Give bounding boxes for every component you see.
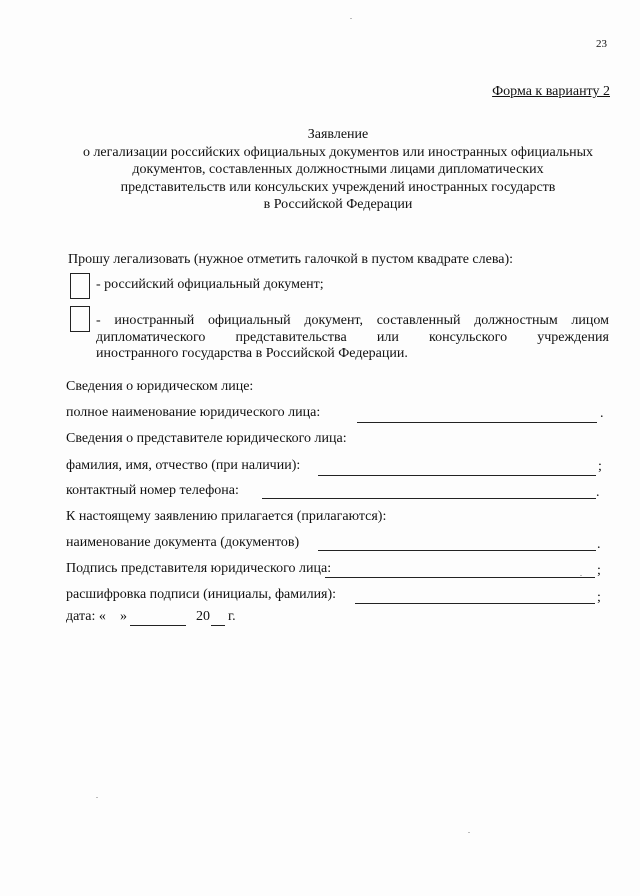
doc-name-field[interactable]: [318, 536, 596, 551]
scan-artifact: [350, 18, 352, 19]
option-word: дипломатического: [96, 330, 206, 345]
option-foreign-line-3: иностранного государства в Российской Федерации.: [96, 346, 408, 361]
checkbox-russian-document[interactable]: [70, 273, 90, 299]
date-label: дата: «: [66, 609, 106, 624]
signature-field[interactable]: [325, 563, 595, 578]
scan-artifact: [580, 575, 582, 576]
date-year-prefix: 20: [196, 609, 210, 624]
fio-label: фамилия, имя, отчество (при наличии):: [66, 458, 301, 473]
date-month-field[interactable]: [130, 611, 186, 626]
option-word: учреждения: [537, 330, 609, 345]
fio-field[interactable]: [318, 461, 596, 476]
doc-name-label: наименование документа (документов): [66, 535, 300, 550]
scan-artifact: [96, 797, 98, 798]
representative-header: Сведения о представителе юридического лица:: [66, 431, 347, 446]
option-word: официальный: [207, 313, 291, 328]
signature-label: Подпись представителя юридического лица:: [66, 561, 332, 576]
option-foreign-line-1: [96, 313, 609, 329]
page-number: 23: [596, 38, 607, 50]
signature-end: ;: [597, 563, 601, 578]
phone-field[interactable]: [262, 484, 596, 499]
signature-decode-end: ;: [597, 590, 601, 605]
signature-decode-label: расшифровка подписи (инициалы, фамилия):: [66, 587, 337, 602]
request-prompt: Прошу легализовать (нужное отметить галочкой в пустом квадрате слева):: [68, 252, 514, 267]
option-word: составленный: [376, 313, 461, 328]
option-word: документ,: [304, 313, 364, 328]
option-word: лицом: [571, 313, 609, 328]
fio-end: ;: [598, 459, 602, 474]
phone-label: контактный номер телефона:: [66, 483, 239, 498]
checkbox-foreign-document[interactable]: [70, 306, 90, 332]
title-line: о легализации российских официальных документов или иностранных официальных: [82, 144, 594, 160]
full-name-label: полное наименование юридического лица:: [66, 405, 321, 420]
doc-name-end: .: [597, 537, 601, 552]
scan-artifact: [468, 832, 470, 833]
title-heading: Заявление: [307, 127, 369, 142]
option-foreign-line-2: [96, 330, 609, 346]
date-year-suffix: г.: [228, 609, 236, 624]
option-word: представительства: [235, 330, 347, 345]
option-russian-document: - российский официальный документ;: [96, 277, 324, 292]
date-day-field[interactable]: [106, 611, 116, 625]
signature-decode-field[interactable]: [355, 589, 595, 604]
option-word: должностным: [474, 313, 558, 328]
date-year-field[interactable]: [211, 611, 225, 626]
date-close-quote: »: [120, 609, 127, 624]
option-word: иностранный: [114, 313, 195, 328]
legal-entity-header: Сведения о юридическом лице:: [66, 379, 254, 394]
attached-header: К настоящему заявлению прилагается (прилагаются):: [66, 509, 387, 524]
title-line: представительств или консульских учреждений иностранных государств: [120, 179, 556, 195]
option-word: или: [376, 330, 399, 345]
title-line: документов, составленных должностными лицами дипломатических: [132, 162, 544, 177]
full-name-end: .: [600, 406, 604, 421]
option-word: -: [96, 313, 101, 328]
title-line: в Российской Федерации: [263, 197, 413, 212]
full-name-field[interactable]: [357, 408, 597, 423]
option-word: консульского: [429, 330, 508, 345]
document-title: [60, 126, 616, 214]
form-reference: Форма к варианту 2: [492, 84, 610, 99]
phone-end: .: [596, 485, 600, 500]
